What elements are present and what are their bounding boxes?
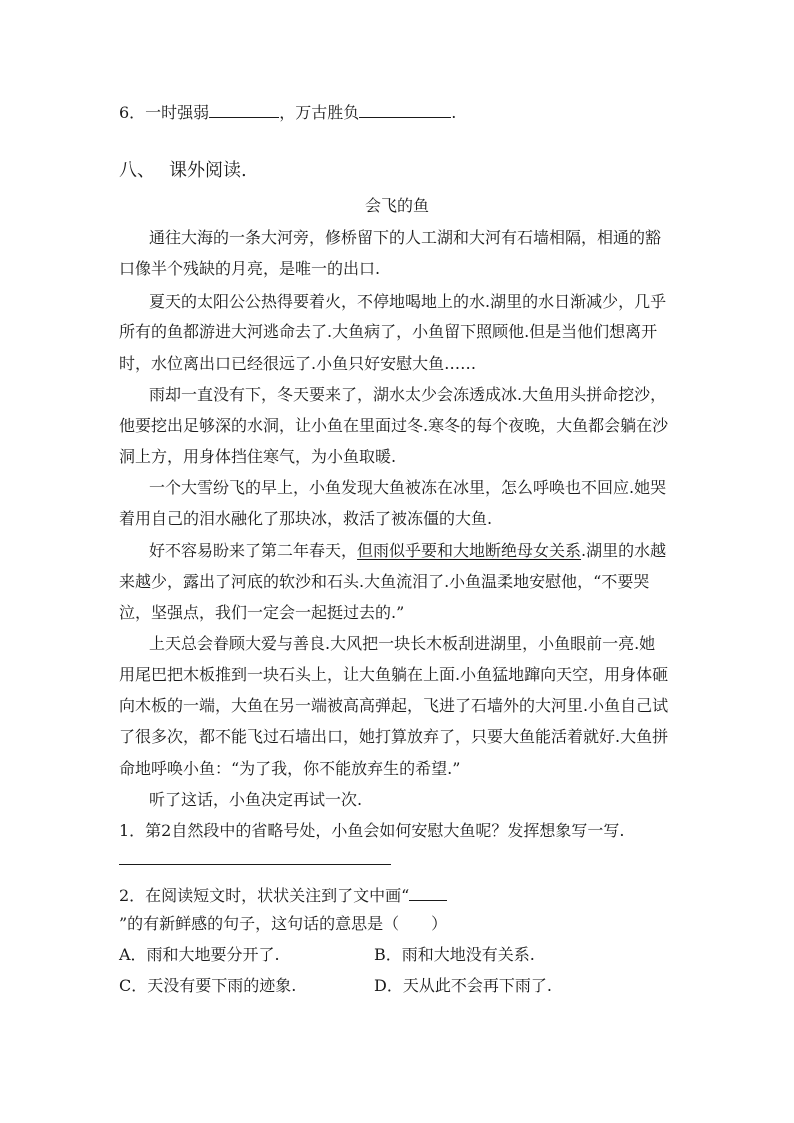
question-6-prefix: 6．一时强弱 [119,103,210,122]
story-line: 听了这话，小鱼决定再试一次. [149,790,363,809]
story-line: 时，水位离出口已经很远了.小鱼只好安慰大鱼…… [119,354,477,373]
question-6-middle: ，万古胜负 [279,103,360,122]
story-line: 命地呼唤小鱼：“为了我，你不能放弃生的希望.” [119,759,461,778]
section-title: 课外阅读. [169,160,247,181]
story-line [149,540,666,562]
section-heading [119,160,247,182]
question-2-line-2: ”的有新鲜感的句子，这句话的意思是（ ） [119,914,448,933]
option-a[interactable]: A．雨和大地要分开了. [119,945,280,964]
story-line: 来越少，露出了河底的软沙和石头.大鱼流泪了.小鱼温柔地安慰他，“不要哭 [119,572,650,591]
question-6-end: . [451,103,457,122]
story-line-start: 好不容易盼来了第二年春天， [149,541,358,560]
story-line: 口像半个残缺的月亮，是唯一的出口. [119,259,381,278]
story-line: 夏天的太阳公公热得要着火，不停地喝地上的水.湖里的水日渐减少，几乎 [149,292,667,311]
answer-line[interactable] [119,864,391,865]
story-line: 洞上方，用身体挡住寒气，为小鱼取暖. [119,447,397,466]
story-title: 会飞的鱼 [364,196,429,215]
story-line: 向木板的一端，大鱼在另一端被高高弹起，飞进了石墙外的大河里.小鱼自己试 [119,696,669,715]
question-2-line-1 [119,884,447,907]
story-line: 一个大雪纷飞的早上，小鱼发现大鱼被冻在冰里，怎么呼唤也不回应.她哭 [149,478,667,497]
underlined-sentence: 但雨似乎要和大地断绝母女关系 [357,541,582,560]
question-1: 1．第2自然段中的省略号处，小鱼会如何安慰大鱼呢？发挥想象写一写. [119,821,625,840]
section-number: 八、 [119,160,155,181]
story-line: 了很多次，都不能飞过石墙出口，她打算放弃了，只要大鱼能活着就好.大鱼拼 [119,727,669,746]
story-line: 泣，坚强点，我们一定会一起挺过去的.” [119,603,405,622]
story-line: 所有的鱼都游进大河逃命去了.大鱼病了，小鱼留下照顾他.但是当他们想离开 [119,322,658,341]
question-2-text: 2．在阅读短文时，状状关注到了文中画“ [119,886,410,905]
answer-blank[interactable] [409,884,447,901]
option-c[interactable]: C．天没有要下雨的迹象. [119,976,297,995]
answer-blank[interactable] [209,101,279,118]
answer-blank[interactable] [359,101,451,118]
story-line: 着用自己的泪水融化了那块冰，救活了被冻僵的大鱼. [119,509,493,528]
story-line: 用尾巴把木板推到一块石头上，让大鱼躺在上面.小鱼猛地蹿向天空，用身体砸 [119,665,669,684]
option-b[interactable]: B．雨和大地没有关系. [374,945,535,964]
story-line: 雨却一直没有下，冬天要来了，湖水太少会冻透成冰.大鱼用头拼命挖沙， [149,385,667,404]
story-line: 上天总会眷顾大爱与善良.大风把一块长木板刮进湖里，小鱼眼前一亮.她 [149,634,656,653]
question-6 [119,101,456,124]
option-d[interactable]: D．天从此不会再下雨了. [374,976,552,995]
story-line: 通往大海的一条大河旁，修桥留下的人工湖和大河有石墙相隔，相通的豁 [149,228,662,247]
story-line: 他要挖出足够深的水洞，让小鱼在里面过冬.寒冬的每个夜晚，大鱼都会躺在沙 [119,416,669,435]
story-line-end: .湖里的水越 [581,541,667,560]
